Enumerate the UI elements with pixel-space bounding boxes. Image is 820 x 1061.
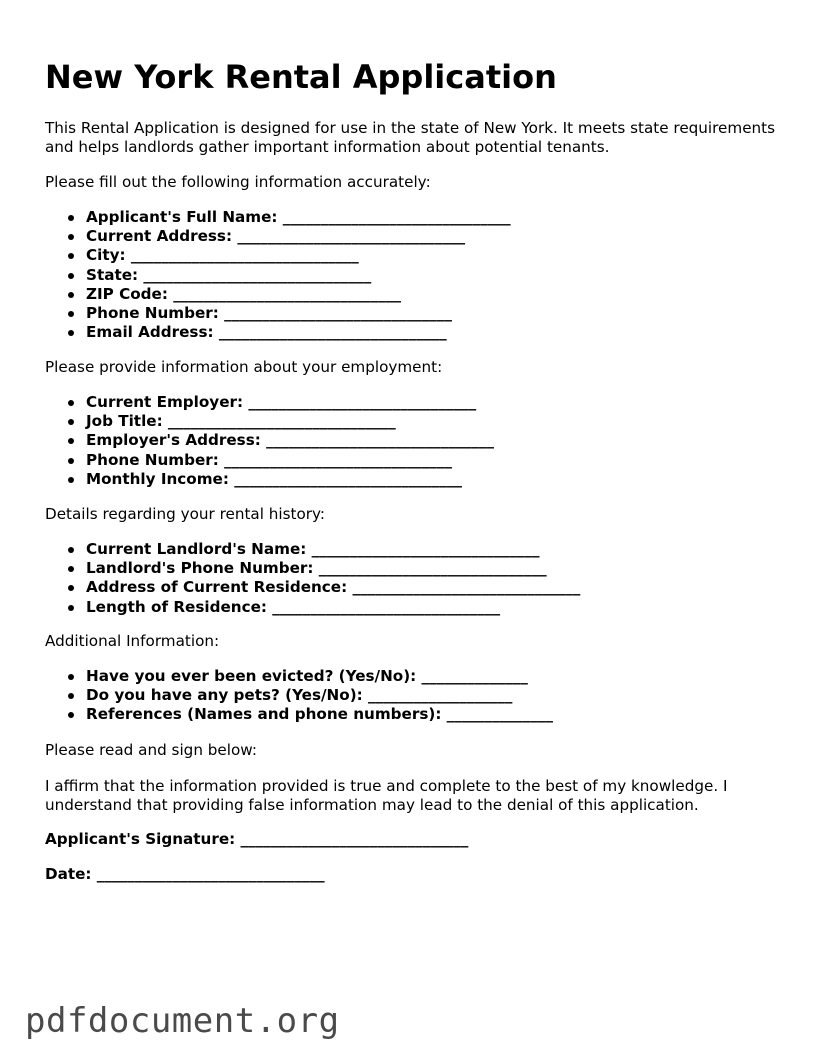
watermark: pdfdocument.org (25, 1001, 340, 1041)
rental-history-prompt: Details regarding your rental history: (45, 505, 326, 523)
field-job-title[interactable]: Job Title: ______________________________ (45, 412, 494, 431)
applicant-signature-field[interactable]: Applicant's Signature: ______________________________ (45, 830, 469, 848)
field-current-employer[interactable]: Current Employer: ______________________________ (45, 393, 494, 412)
field-zip-code[interactable]: ZIP Code: ______________________________ (45, 285, 511, 304)
field-state[interactable]: State: ______________________________ (45, 266, 511, 285)
field-current-address[interactable]: Current Address: ______________________________ (45, 227, 511, 246)
field-city[interactable]: City: ______________________________ (45, 246, 511, 265)
field-pets[interactable]: Do you have any pets? (Yes/No): ___________________ (45, 686, 553, 705)
field-email-address[interactable]: Email Address: ______________________________ (45, 323, 511, 342)
rental-fields-list (45, 540, 580, 617)
field-employer-phone-number[interactable]: Phone Number: ______________________________ (45, 451, 494, 470)
additional-info-prompt: Additional Information: (45, 632, 220, 650)
field-landlord-phone-number[interactable]: Landlord's Phone Number: ______________________________ (45, 559, 580, 578)
document-title: New York Rental Application (45, 58, 557, 96)
personal-prompt: Please fill out the following information accurately: (45, 173, 431, 191)
field-current-landlord-name[interactable]: Current Landlord's Name: ______________________________ (45, 540, 580, 559)
additional-fields-list (45, 667, 553, 725)
personal-fields-list (45, 208, 511, 342)
field-applicant-full-name[interactable]: Applicant's Full Name: ______________________________ (45, 208, 511, 227)
field-length-of-residence[interactable]: Length of Residence: ______________________________ (45, 598, 580, 617)
field-monthly-income[interactable]: Monthly Income: ______________________________ (45, 470, 494, 489)
sign-prompt: Please read and sign below: (45, 741, 257, 759)
employment-fields-list (45, 393, 494, 489)
field-employer-address[interactable]: Employer's Address: ______________________________ (45, 431, 494, 450)
field-address-current-residence[interactable]: Address of Current Residence: ______________________________ (45, 578, 580, 597)
field-phone-number[interactable]: Phone Number: ______________________________ (45, 304, 511, 323)
employment-prompt: Please provide information about your employment: (45, 358, 443, 376)
intro-paragraph: This Rental Application is designed for use in the state of New York. It meets state requirements and helps landlords gather important information about potential tenants. (45, 119, 776, 156)
affirmation-paragraph: I affirm that the information provided is true and complete to the best of my knowledge. I understand that providing false information may lead to the denial of this application. (45, 777, 728, 814)
field-evicted[interactable]: Have you ever been evicted? (Yes/No): ______________ (45, 667, 553, 686)
field-references[interactable]: References (Names and phone numbers): ______________ (45, 705, 553, 724)
date-field[interactable]: Date: ______________________________ (45, 865, 325, 883)
